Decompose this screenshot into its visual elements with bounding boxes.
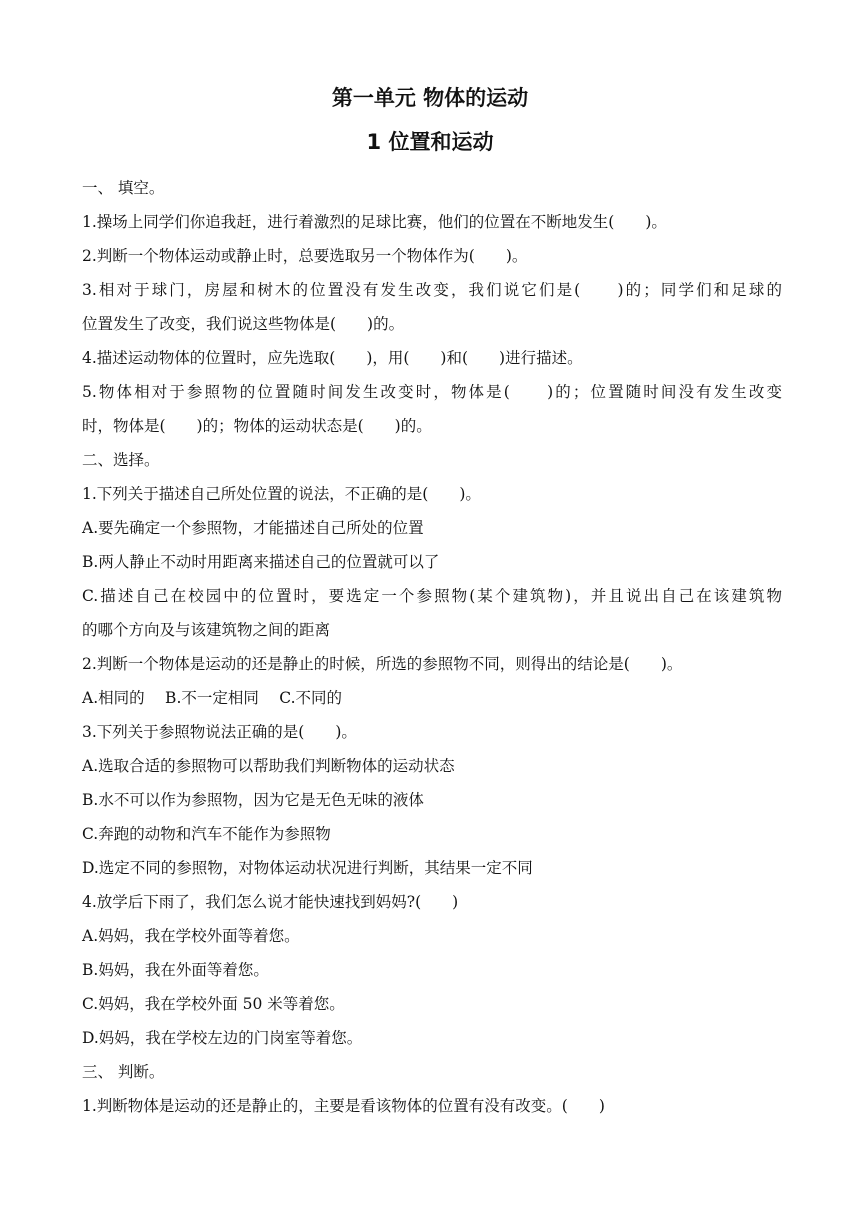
fill-question-1: 1.操场上同学们你追我赶，进行着激烈的足球比赛，他们的位置在不断地发生( )。 [82, 213, 667, 231]
worksheet-content [82, 171, 782, 1123]
choice-question-1: 1.下列关于描述自己所处位置的说法，不正确的是( )。 [82, 485, 481, 503]
choice-question-2: 2.判断一个物体是运动的还是静止的时候，所选的参照物不同，则得出的结论是( )。 [82, 655, 683, 673]
choice-question-1-option-a: A.要先确定一个参照物，才能描述自己所处的位置 [82, 519, 424, 537]
choice-question-3-option-a: A.选取合适的参照物可以帮助我们判断物体的运动状态 [82, 757, 455, 775]
lesson-title: 1 位置和运动 [366, 130, 494, 154]
choice-question-3-option-d: D.选定不同的参照物，对物体运动状况进行判断，其结果一定不同 [82, 859, 533, 877]
choice-question-4-option-b: B.妈妈，我在外面等着您。 [82, 961, 269, 979]
judge-question-1: 1.判断物体是运动的还是静止的，主要是看该物体的位置有没有改变。( ) [82, 1097, 605, 1115]
choice-question-1-option-c-line-1: C.描述自己在校园中的位置时，要选定一个参照物(某个建筑物)，并且说出自己在该建筑物 [82, 587, 782, 605]
fill-question-5-line-2: 时，物体是( )的；物体的运动状态是( )的。 [82, 417, 432, 435]
section-fill-heading: 一、 填空。 [82, 179, 165, 197]
choice-question-1-option-b: B.两人静止不动时用距离来描述自己的位置就可以了 [82, 553, 440, 571]
choice-question-4: 4.放学后下雨了，我们怎么说才能快速找到妈妈?( ) [82, 893, 459, 911]
choice-question-3: 3.下列关于参照物说法正确的是( )。 [82, 723, 357, 741]
choice-question-4-option-d: D.妈妈，我在学校左边的门岗室等着您。 [82, 1029, 363, 1047]
section-judge-heading: 三、 判断。 [82, 1063, 165, 1081]
choice-question-3-option-c: C.奔跑的动物和汽车不能作为参照物 [82, 825, 331, 843]
section-choice-heading: 二、选择。 [82, 451, 160, 469]
fill-question-3-line-2: 位置发生了改变，我们说这些物体是( )的。 [82, 315, 405, 333]
choice-question-3-option-b: B.水不可以作为参照物，因为它是无色无味的液体 [82, 791, 424, 809]
fill-question-4: 4.描述运动物体的位置时，应先选取( )，用( )和( )进行描述。 [82, 349, 583, 367]
choice-question-4-option-c: C.妈妈，我在学校外面 50 米等着您。 [82, 995, 345, 1013]
choice-question-2-options: A.相同的 B.不一定相同 C.不同的 [82, 689, 343, 707]
choice-question-4-option-a: A.妈妈，我在学校外面等着您。 [82, 927, 300, 945]
fill-question-2: 2.判断一个物体运动或静止时，总要选取另一个物体作为( )。 [82, 247, 528, 265]
unit-title: 第一单元 物体的运动 [331, 86, 529, 110]
fill-question-3-line-1: 3.相对于球门，房屋和树木的位置没有发生改变，我们说它们是( )的；同学们和足球的 [82, 281, 782, 299]
choice-question-1-option-c-line-2: 的哪个方向及与该建筑物之间的距离 [82, 621, 331, 639]
fill-question-5-line-1: 5.物体相对于参照物的位置随时间发生改变时，物体是( )的；位置随时间没有发生改变 [82, 383, 782, 401]
